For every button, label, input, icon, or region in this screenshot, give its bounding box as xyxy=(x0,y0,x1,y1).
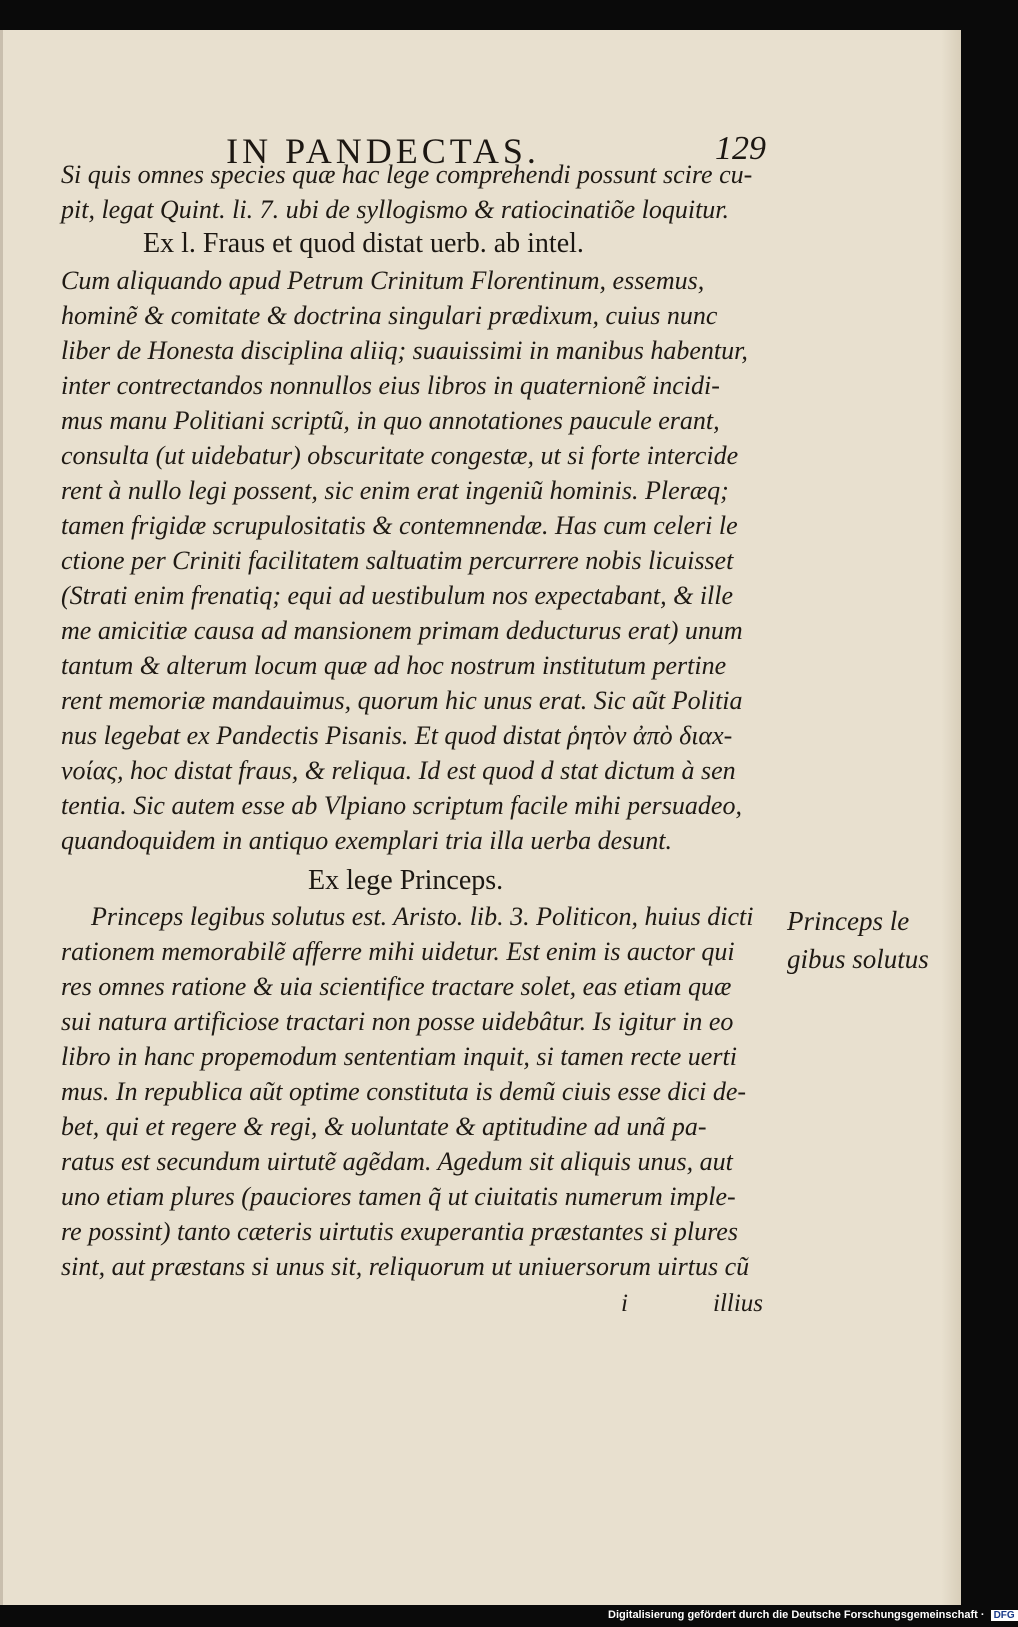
margin-note: Princeps le gibus solutus xyxy=(787,906,929,974)
catchword: illius xyxy=(713,1290,764,1317)
text-line: uno etiam plures (pauciores tamen q̃ ut ciuitatis numerum imple- xyxy=(61,1182,736,1211)
text-line: ctione per Criniti facilitatem saltuatim percurrere nobis licuisset xyxy=(61,546,734,575)
text-line: re possint) tanto cæteris uirtutis exuperantia præstantes si plures xyxy=(61,1217,738,1246)
text-line: pit, legat Quint. li. 7. ubi de syllogismo & ratiocinatiõe loquitur. xyxy=(61,195,730,224)
text-line: Cum aliquando apud Petrum Crinitum Florentinum, essemus, xyxy=(61,266,705,295)
page-number: 129 xyxy=(715,130,766,167)
text-line: mus manu Politiani scriptũ, in quo annotationes paucule erant, xyxy=(61,406,720,435)
section-heading: Ex lege Princeps. xyxy=(308,865,504,896)
section-heading: Ex l. Fraus et quod distat uerb. ab intel. xyxy=(143,228,584,259)
signature-mark: i xyxy=(621,1290,628,1317)
text-line: (Strati enim frenatiq; equi ad uestibulum nos expectabant, & ille xyxy=(61,581,734,610)
text-line: νοίας, hoc distat fraus, & reliqua. Id est quod d stat dictum à sen xyxy=(61,756,736,785)
text-line: res omnes ratione & uia scientifice tractare solet, eas etiam quæ xyxy=(61,972,732,1001)
text-line: mus. In republica aũt optime constituta is demũ ciuis esse dici de- xyxy=(61,1077,747,1106)
footer-credit xyxy=(608,1609,1018,1621)
running-head: IN PANDECTAS. xyxy=(226,131,540,171)
text-line: sint, aut præstans si unus sit, reliquorum ut uniuersorum uirtus cũ xyxy=(61,1252,750,1281)
footer-text: Digitalisierung gefördert durch die Deutsche Forschungsgemeinschaft · xyxy=(608,1609,985,1621)
text-line: inter contrectandos nonnullos eius libros in quaternionẽ incidi- xyxy=(61,371,720,400)
text-line: sui natura artificiose tractari non posse uidebâtur. Is igitur in eo xyxy=(61,1007,734,1036)
text-line: tantum & alterum locum quæ ad hoc nostrum institutum pertine xyxy=(61,651,727,680)
text-line: rent à nullo legi possent, sic enim erat ingeniũ hominis. Pleræq; xyxy=(61,476,729,505)
text-line: hominẽ & comitate & doctrina singulari prædixum, cuius nunc xyxy=(61,301,718,330)
text-line: Princeps legibus solutus est. Aristo. lib. 3. Politicon, huius dicti xyxy=(91,902,754,931)
text-line: consulta (ut uidebatur) obscuritate congestæ, ut si forte intercide xyxy=(61,441,739,470)
text-line: rationem memorabilẽ afferre mihi uidetur. Est enim is auctor qui xyxy=(61,937,735,966)
text-line: bet, qui et regere & regi, & uoluntate & aptitudine ad unã pa- xyxy=(61,1112,707,1141)
text-line: quandoquidem in antiquo exemplari tria illa uerba desunt. xyxy=(61,826,672,855)
text-line: tentia. Sic autem esse ab Vlpiano scriptum facile mihi persuadeo, xyxy=(61,791,742,820)
text-line: rent memoriæ mandauimus, quorum hic unus erat. Sic aũt Politia xyxy=(61,686,743,715)
page-edge xyxy=(941,30,961,1605)
text-line: liber de Honesta disciplina aliiq; suauissimi in manibus habentur, xyxy=(61,336,748,365)
text-line: Si quis omnes species quæ hac lege comprehendi possunt scire cu- xyxy=(61,160,753,189)
text-line: libro in hanc propemodum sententiam inquit, si tamen recte uerti xyxy=(61,1042,737,1071)
text-line: tamen frigidæ scrupulositatis & contemnendæ. Has cum celeri le xyxy=(61,511,738,540)
text-line: nus legebat ex Pandectis Pisanis. Et quod distat ῥητὸν ἀπὸ διαx- xyxy=(61,721,733,750)
dfg-logo-icon: DFG xyxy=(991,1610,1018,1621)
book-page xyxy=(0,30,961,1605)
text-line: ratus est secundum uirtutẽ agẽdam. Agedum sit aliquis unus, aut xyxy=(61,1147,733,1176)
text-line: me amicitiæ causa ad mansionem primam deducturus erat) unum xyxy=(61,616,743,645)
